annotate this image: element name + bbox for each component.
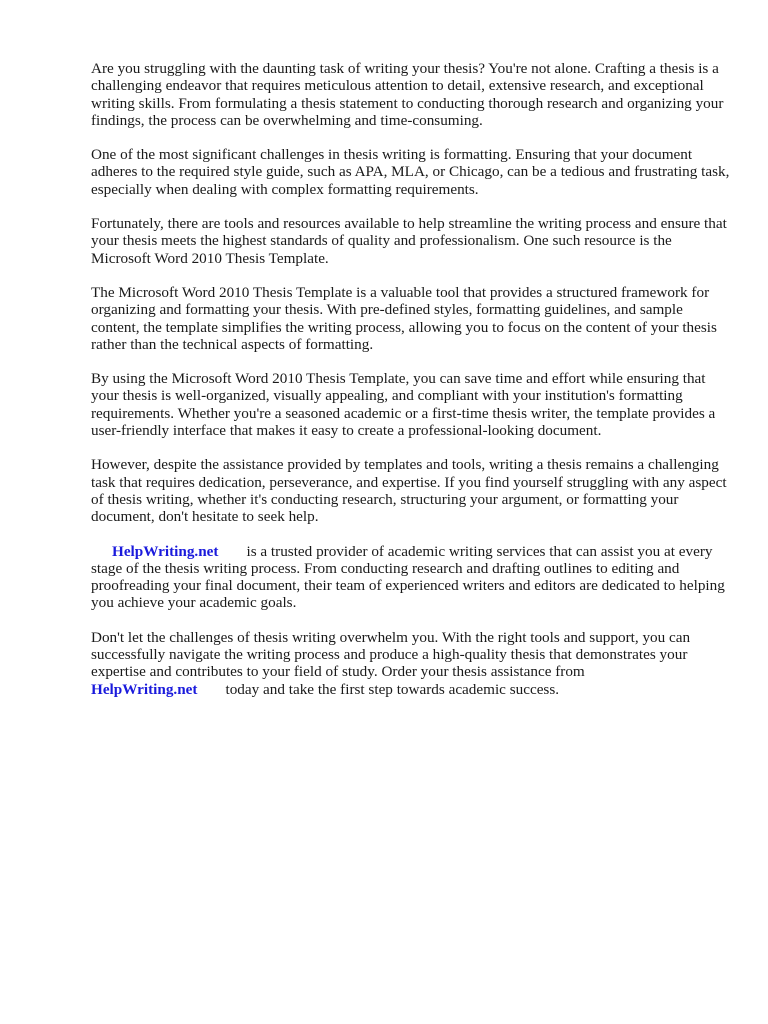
paragraph-formatting: One of the most significant challenges in thesis writing is formatting. Ensuring that your document adheres to the required style guide, such as APA, MLA, or Chicago, can be a tedious and frustrating task, especially when dealing with complex formatting requirements. [91, 146, 730, 198]
closing-text-start: Don't let the challenges of thesis writing overwhelm you. With the right tools and support, you can successfully navigate the writing process and produce a high-quality thesis that demonstrates your expertise and contributes to your field of study. Order your thesis assistance from [91, 628, 691, 681]
paragraph-closing [91, 629, 731, 698]
document-body [91, 60, 731, 715]
paragraph-intro: Are you struggling with the daunting task of writing your thesis? You're not alone. Crafting a thesis is a challenging endeavor that requires meticulous attention to detail, extensive research, and exceptional writing skills. From formulating a thesis statement to conducting thorough research and organizing your findings, the process can be overwhelming and time-consuming. [91, 60, 724, 129]
helpwriting-link-closing[interactable]: HelpWriting.net [91, 680, 198, 698]
paragraph-tools: Fortunately, there are tools and resources available to help streamline the writing process and ensure that your thesis meets the highest standards of quality and professionalism. One such resource is the Microsoft Word 2010 Thesis Template. [91, 215, 727, 267]
paragraph-help: However, despite the assistance provided by templates and tools, writing a thesis remains a challenging task that requires dedication, perseverance, and expertise. If you find yourself struggling with any aspect of thesis writing, whether it's conducting research, structuring your argument, or formatting your document, don't hesitate to seek help. [91, 456, 727, 526]
paragraph-benefits: By using the Microsoft Word 2010 Thesis Template, you can save time and effort while ensuring that your thesis is well-organized, visually appealing, and compliant with your institution's formatting requirements. Whether you're a seasoned academic or a first-time thesis writer, the template provides a user-friendly interface that makes it easy to create a professional-looking document. [91, 370, 716, 440]
provider-text: is a trusted provider of academic writing services that can assist you at every stage of the thesis writing process. From conducting research and drafting outlines to editing and proofreading your final document, their team of experienced writers and editors are dedicated to helping you achieve your academic goals. [91, 542, 725, 612]
paragraph-template: The Microsoft Word 2010 Thesis Template is a valuable tool that provides a structured framework for organizing and formatting your thesis. With pre-defined styles, formatting guidelines, and sample content, the template simplifies the writing process, allowing you to focus on the content of your thesis rather than the technical aspects of formatting. [91, 283, 717, 353]
paragraph-provider [91, 543, 731, 612]
closing-text-end: today and take the first step towards academic success. [225, 680, 560, 698]
helpwriting-link[interactable]: HelpWriting.net [112, 542, 219, 560]
